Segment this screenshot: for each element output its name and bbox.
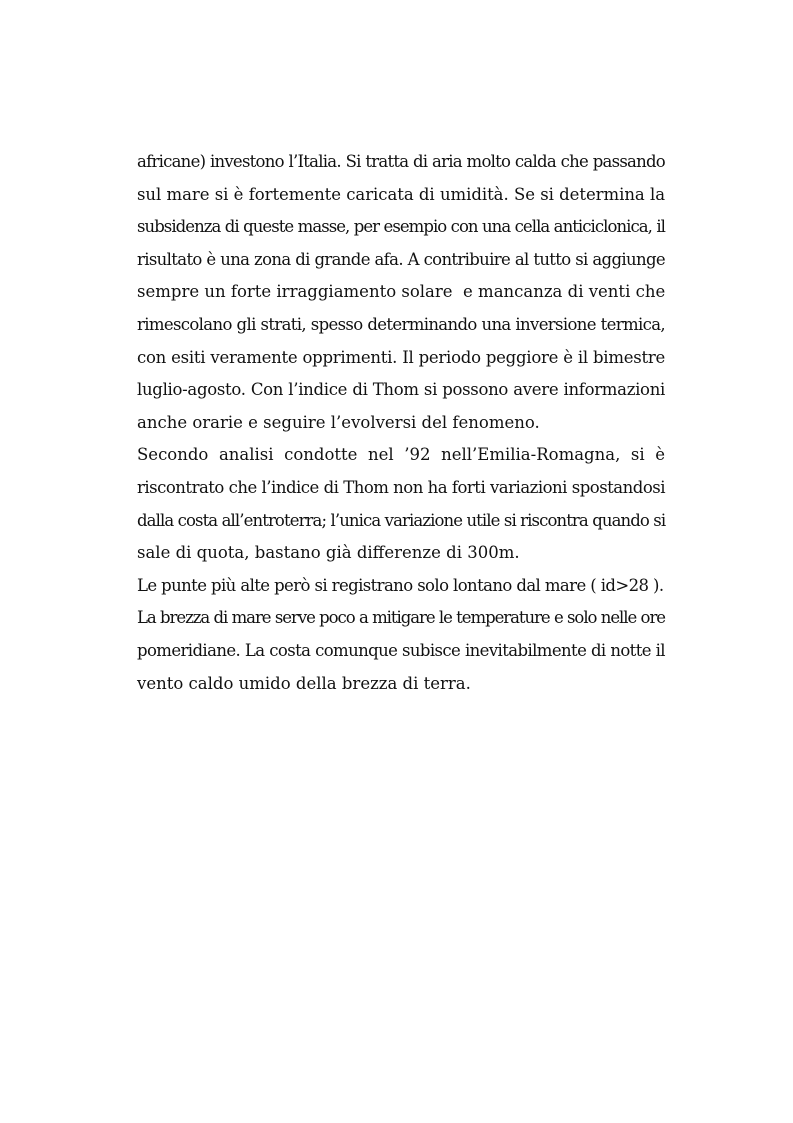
- paragraph-emilia-romagna: [137, 439, 665, 569]
- text-line: riscontrato che l’indice di Thom non ha forti variazioni spostandosi: [137, 477, 665, 497]
- text-line: dalla costa all’entroterra; l’unica variazione utile si riscontra quando si: [137, 510, 666, 530]
- text-line: pomeridiane. La costa comunque subisce inevitabilmente di notte il: [137, 640, 665, 660]
- paragraph-sea-breeze: [137, 602, 665, 700]
- text-line: sempre un forte irraggiamento solare e mancanza di venti che: [137, 282, 666, 302]
- text-line: Le punte più alte però si registrano solo lontano dal mare ( id>28 ).: [137, 575, 664, 595]
- text-line: subsidenza di queste masse, per esempio con una cella anticiclonica, il: [137, 217, 665, 237]
- text-line: con esiti veramente opprimenti. Il periodo peggiore è il bimestre: [137, 347, 665, 367]
- paragraph-thom-climate: [137, 146, 665, 439]
- text-line: luglio-agosto. Con l’indice di Thom si possono avere informazioni: [137, 380, 665, 400]
- text-line: risultato è una zona di grande afa. A contribuire al tutto si aggiunge: [137, 249, 665, 269]
- text-line: Secondo analisi condotte nel ’92 nell’Emilia-Romagna, si è: [137, 445, 665, 465]
- text-line: africane) investono l’Italia. Si tratta di aria molto calda che passando: [137, 152, 665, 171]
- text-line: anche orarie e seguire l’evolversi del fenomeno.: [137, 412, 540, 432]
- paragraph-peaks: [137, 570, 665, 603]
- text-line: sul mare si è fortemente caricata di umidità. Se si determina la: [137, 184, 665, 204]
- text-line: La brezza di mare serve poco a mitigare le temperature e solo nelle ore: [137, 608, 665, 628]
- text-line: sale di quota, bastano già differenze di 300m.: [137, 543, 520, 563]
- text-line: vento caldo umido della brezza di terra.: [137, 673, 471, 693]
- body-text: [137, 146, 665, 700]
- text-line: rimescolano gli strati, spesso determinando una inversione termica,: [137, 314, 665, 334]
